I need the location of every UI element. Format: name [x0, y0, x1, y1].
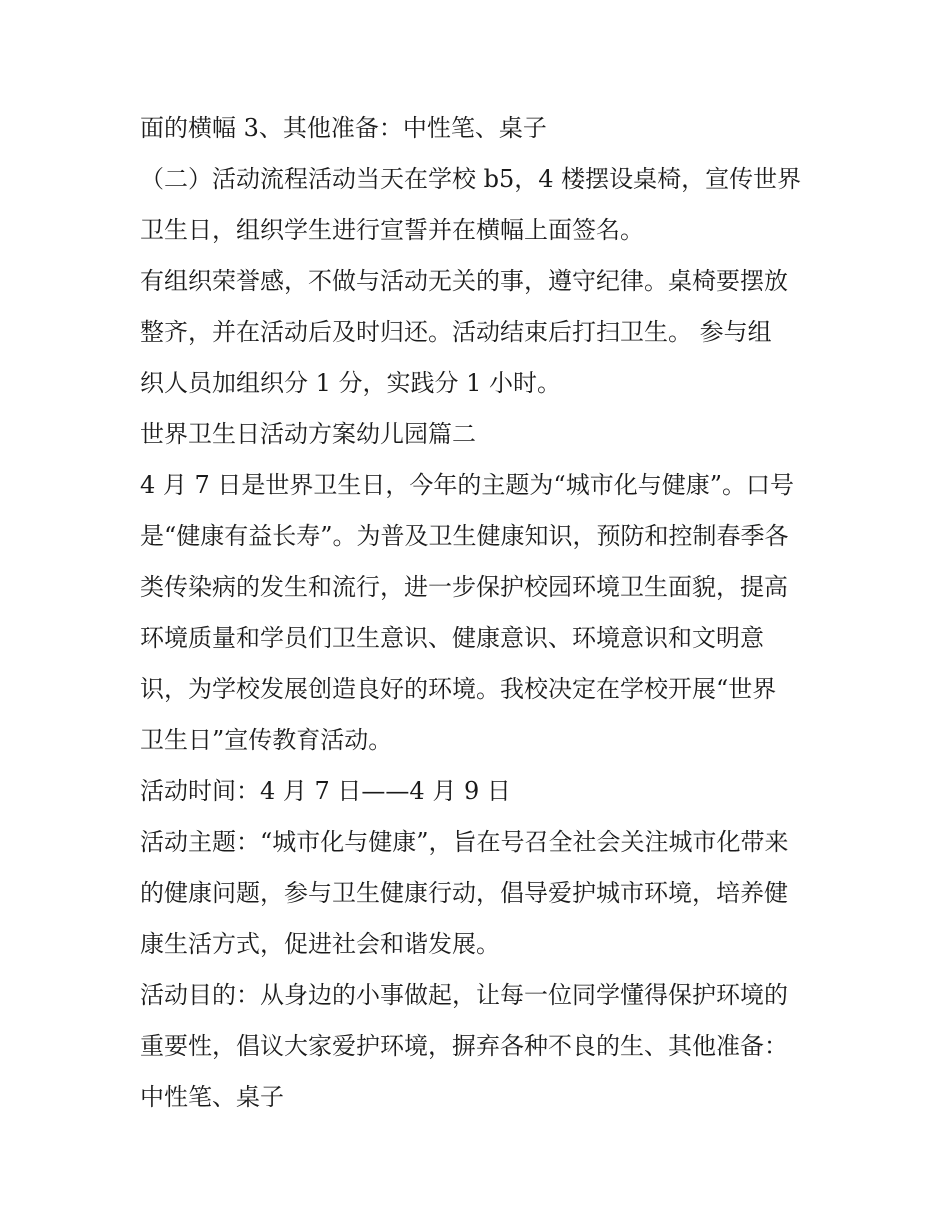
- text-line: 康生活方式，促进社会和谐发展。: [140, 930, 500, 958]
- text-line: 中性笔、桌子: [140, 1083, 284, 1111]
- text-line: 重要性，倡议大家爱护环境，摒弃各种不良的生、其他准备：: [140, 1032, 788, 1060]
- activity-time-line: 活动时间：4 月 7 日——4 月 9 日: [140, 777, 511, 805]
- document-body: [140, 103, 820, 1123]
- text-line: 环境质量和学员们卫生意识、健康意识、环境意识和文明意: [140, 624, 764, 652]
- section-heading: 世界卫生日活动方案幼儿园篇二: [140, 420, 476, 448]
- text-line: 类传染病的发生和流行，进一步保护校园环境卫生面貌，提高: [140, 573, 788, 601]
- text-line: 整齐，并在活动后及时归还。活动结束后打扫卫生。 参与组: [140, 318, 772, 346]
- text-line: 卫生日”宣传教育活动。: [140, 726, 393, 754]
- text-line: 织人员加组织分 1 分，实践分 1 小时。: [140, 369, 562, 397]
- text-line: 有组织荣誉感，不做与活动无关的事，遵守纪律。桌椅要摆放: [140, 267, 788, 295]
- activity-goal-line: 活动目的：从身边的小事做起，让每一位同学懂得保护环境的: [140, 981, 788, 1009]
- text-line: 面的横幅 3、其他准备：中性笔、桌子: [140, 114, 547, 142]
- text-line: 的健康问题，参与卫生健康行动，倡导爱护城市环境，培养健: [140, 879, 788, 907]
- text-line: 是“健康有益长寿”。为普及卫生健康知识，预防和控制春季各: [140, 522, 789, 550]
- text-line: 4 月 7 日是世界卫生日，今年的主题为“城市化与健康”。口号: [140, 471, 794, 499]
- text-line: 识，为学校发展创造良好的环境。我校决定在学校开展“世界: [140, 675, 777, 703]
- text-line: （二）活动流程活动当天在学校 b5，4 楼摆设桌椅，宣传世界: [140, 165, 802, 193]
- text-line: 卫生日，组织学生进行宣誓并在横幅上面签名。: [140, 216, 644, 244]
- activity-theme-line: 活动主题：“城市化与健康”，旨在号召全社会关注城市化带来: [140, 828, 789, 856]
